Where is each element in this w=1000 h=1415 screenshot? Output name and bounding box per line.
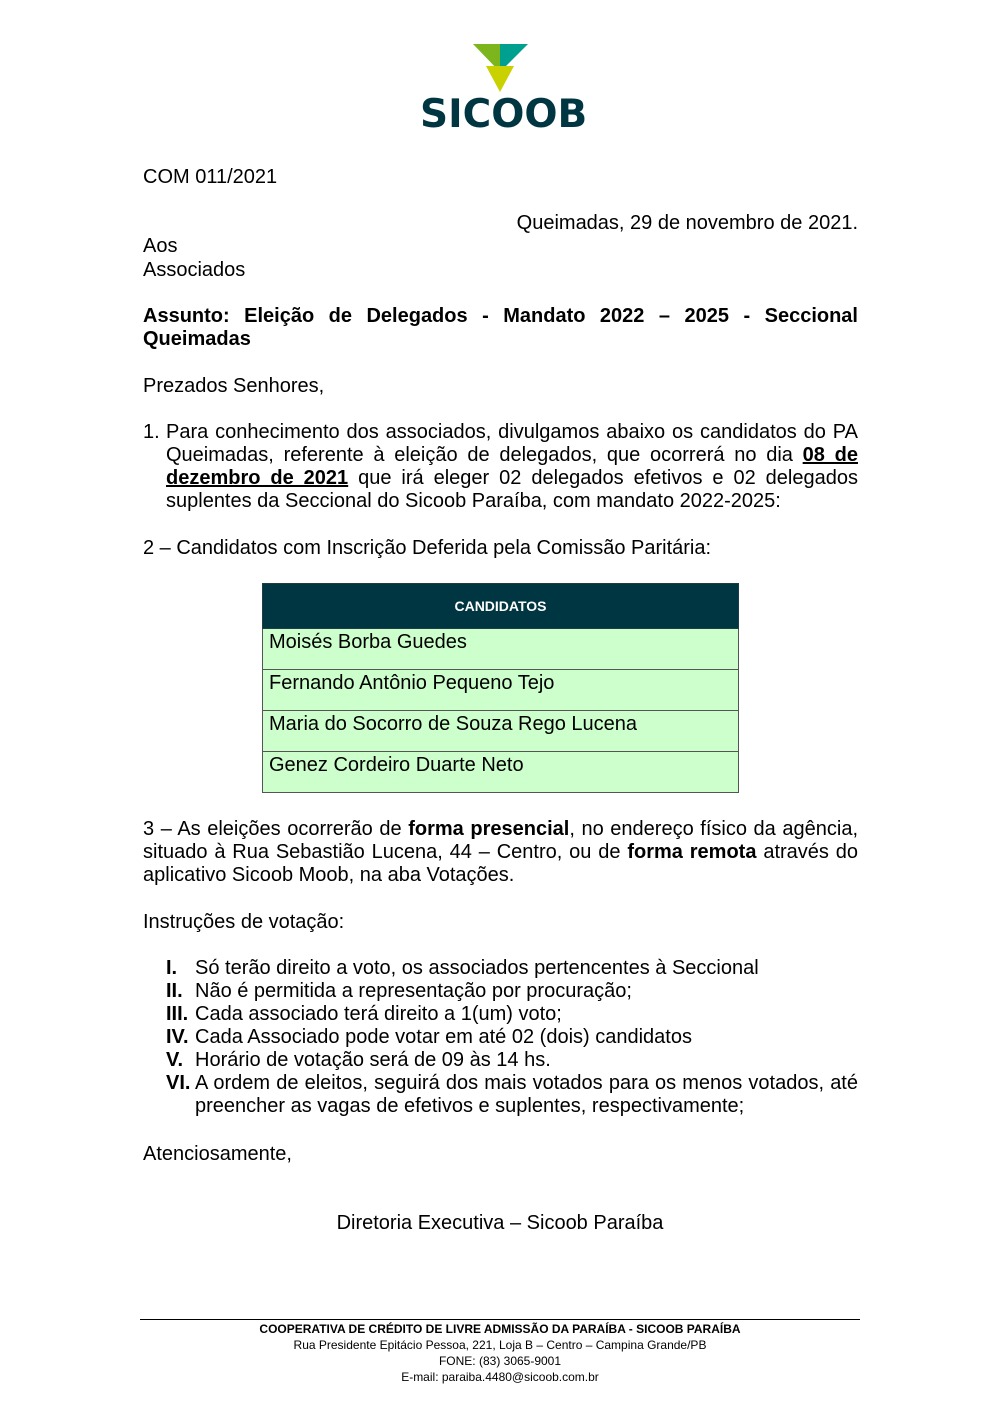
- item-1-paragraph: [143, 421, 858, 513]
- instruction-text: Só terão direito a voto, os associados pertencentes à Seccional: [195, 957, 759, 979]
- candidates-header: CANDIDATOS: [263, 584, 739, 629]
- footer-email[interactable]: E-mail: paraiba.4480@sicoob.com.br: [401, 1370, 599, 1384]
- instructions-title: Instruções de votação:: [143, 911, 345, 933]
- item-3-paragraph: [143, 818, 858, 887]
- closing: Atenciosamente,: [143, 1143, 292, 1165]
- instructions-list: [166, 957, 858, 1118]
- candidates-header-row: [263, 584, 739, 629]
- item-2-heading: 2 – Candidatos com Inscrição Deferida pela Comissão Paritária:: [143, 537, 712, 559]
- instruction-text: Não é permitida a representação por procuração;: [195, 980, 632, 1002]
- table-row: [263, 752, 739, 793]
- footer-org: COOPERATIVA DE CRÉDITO DE LIVRE ADMISSÃO DA PARAÍBA - SICOOB PARAÍBA: [259, 1322, 741, 1336]
- candidate-name: Fernando Antônio Pequeno Tejo: [263, 670, 739, 711]
- table-row: [263, 711, 739, 752]
- item-1-number: 1.: [143, 421, 160, 443]
- item-1-text-a: Para conhecimento dos associados, divulgamos abaixo os candidatos do PA Queimadas, referente à eleição de delegados, que ocorrerá no dia: [166, 421, 858, 466]
- instruction-number: III.: [166, 1003, 189, 1025]
- item-3-text-c: , no endereço físico da agência, situado à Rua Sebastião Lucena, 44 – Centro, ou de: [143, 818, 858, 863]
- candidate-name: Moisés Borba Guedes: [263, 629, 739, 670]
- list-item: [166, 1049, 858, 1072]
- footer-phone: FONE: (83) 3065-9001: [438, 1354, 562, 1368]
- instruction-text: Cada associado terá direito a 1(um) voto;: [195, 1003, 562, 1025]
- place-date: Queimadas, 29 de novembro de 2021.: [516, 212, 858, 234]
- instruction-number: IV.: [166, 1026, 189, 1048]
- item-3-text-a: 3 – As eleições ocorrerão de: [143, 818, 409, 840]
- table-row: [263, 629, 739, 670]
- footer-address: Rua Presidente Epitácio Pessoa, 221, Loja B – Centro – Campina Grande/PB: [293, 1338, 707, 1352]
- greeting: Prezados Senhores,: [143, 375, 325, 397]
- subject-line: Assunto: Eleição de Delegados - Mandato 2022 – 2025 - Seccional Queimadas: [143, 305, 858, 350]
- instruction-number: I.: [166, 957, 178, 979]
- instruction-number: II.: [166, 980, 183, 1002]
- recipient-line-2: Associados: [143, 259, 246, 281]
- document-reference: COM 011/2021: [143, 166, 278, 188]
- logo-bottom-lime: [486, 66, 514, 92]
- instruction-number: V.: [166, 1049, 184, 1071]
- footer-divider: [140, 1319, 860, 1320]
- list-item: [166, 1026, 858, 1049]
- instruction-text: A ordem de eleitos, seguirá dos mais votados para os menos votados, até preencher as vagas de efetivos e suplentes, respectivamente;: [195, 1072, 858, 1117]
- item-3-text-e: através do aplicativo Sicoob Moob, na aba Votações.: [143, 841, 858, 886]
- instruction-text: Horário de votação será de 09 às 14 hs.: [195, 1049, 551, 1071]
- candidates-table: [262, 583, 739, 793]
- list-item: [166, 1003, 858, 1026]
- logo-wordmark: SICOOB: [420, 92, 588, 137]
- list-item: [166, 1072, 858, 1118]
- item-1-text-b: que irá eleger 02 delegados efetivos e 02 delegados suplentes da Seccional do Sicoob Paraíba, com mandato 2022-2025:: [166, 467, 858, 512]
- list-item: [166, 957, 858, 980]
- remote-label: forma remota: [627, 841, 757, 863]
- sicoob-logo-mark: [420, 44, 582, 96]
- in-person-label: forma presencial: [408, 818, 570, 840]
- election-date: 08 de dezembro de 2021: [166, 444, 858, 489]
- sicoob-logo: [420, 44, 588, 137]
- table-row: [263, 670, 739, 711]
- candidate-name: Maria do Socorro de Souza Rego Lucena: [263, 711, 739, 752]
- instruction-text: Cada Associado pode votar em até 02 (dois) candidatos: [195, 1026, 692, 1048]
- instruction-number: VI.: [166, 1072, 191, 1094]
- list-item: [166, 980, 858, 1003]
- signature: Diretoria Executiva – Sicoob Paraíba: [336, 1212, 664, 1234]
- candidate-name: Genez Cordeiro Duarte Neto: [263, 752, 739, 793]
- recipient-line-1: Aos: [143, 235, 178, 257]
